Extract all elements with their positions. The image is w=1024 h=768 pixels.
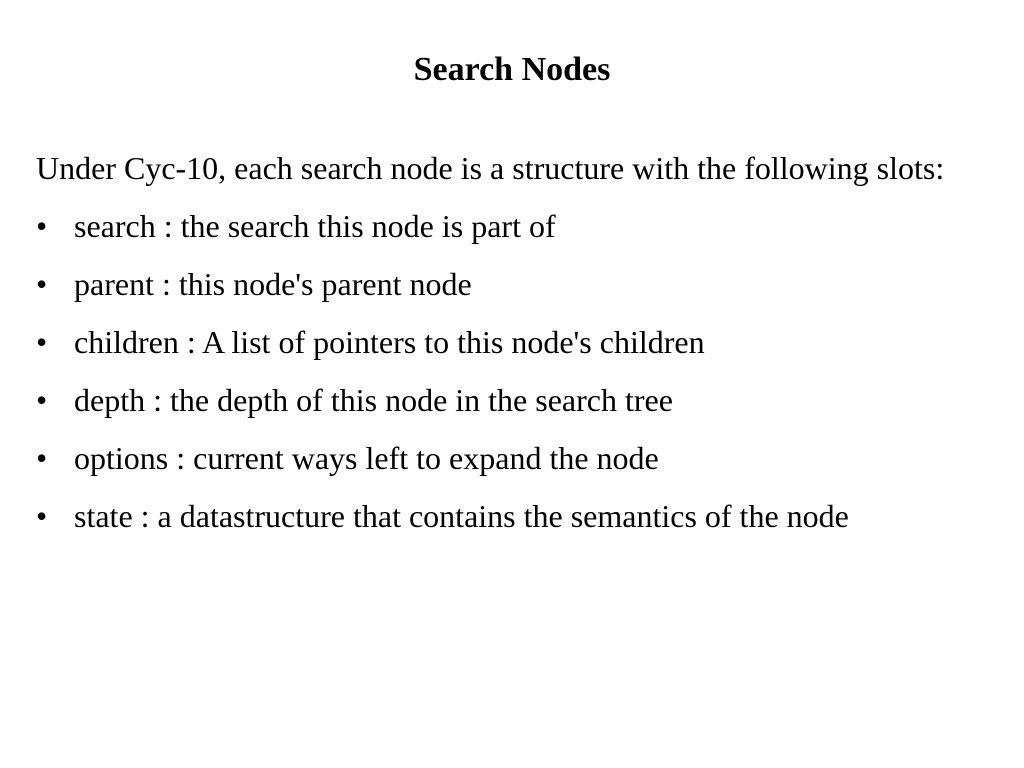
list-item-text: parent : this node's parent node <box>74 266 472 302</box>
list-item-search <box>36 202 986 250</box>
list-item-text: depth : the depth of this node in the search tree <box>74 382 673 418</box>
list-item-parent <box>36 260 986 308</box>
list-item-state <box>36 492 986 540</box>
slide-body <box>36 144 986 550</box>
bullet-icon: • <box>36 208 48 244</box>
list-item-text: options : current ways left to expand the node <box>74 440 659 476</box>
slot-list <box>36 202 986 540</box>
bullet-icon: • <box>36 324 48 360</box>
list-item-text: children : A list of pointers to this node's children <box>74 324 705 360</box>
bullet-icon: • <box>36 266 48 302</box>
list-item-children <box>36 318 986 366</box>
slide-title: Search Nodes <box>413 51 611 88</box>
bullet-icon: • <box>36 382 48 418</box>
list-item-text: search : the search this node is part of <box>74 208 556 244</box>
bullet-icon: • <box>36 440 48 476</box>
bullet-icon: • <box>36 498 48 534</box>
list-item-text: state : a datastructure that contains the semantics of the node <box>74 498 849 534</box>
intro-paragraph: Under Cyc-10, each search node is a structure with the following slots: <box>36 150 945 186</box>
list-item-options <box>36 434 986 482</box>
list-item-depth <box>36 376 986 424</box>
